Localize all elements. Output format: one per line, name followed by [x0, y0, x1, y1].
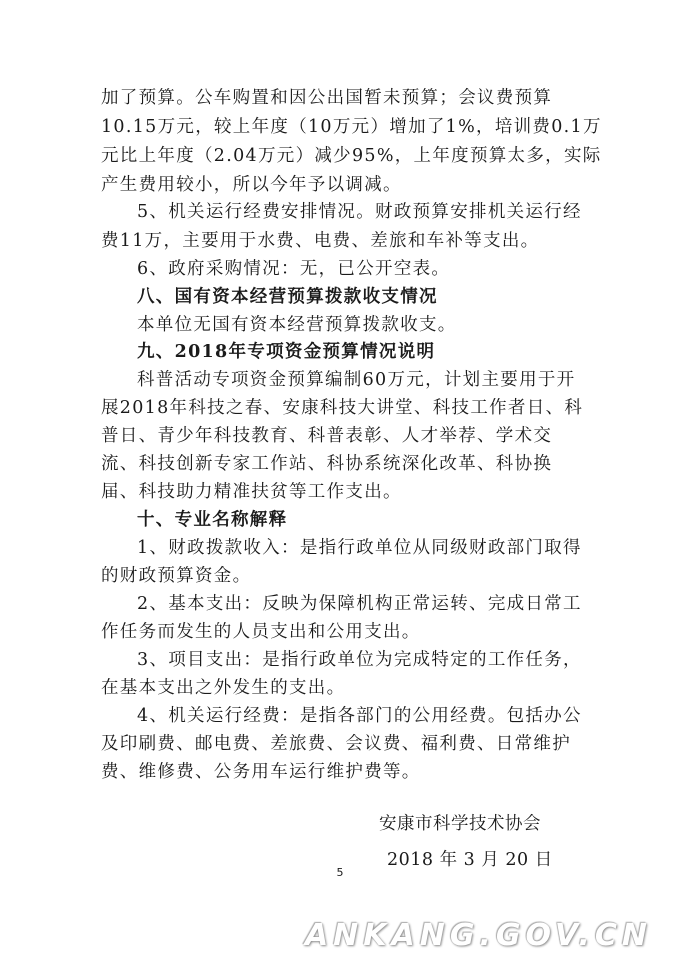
body-line: 产生费用较小，所以今年予以调减。 — [101, 175, 402, 195]
signature-organization: 安康市科学技术协会 — [379, 814, 541, 834]
body-line: 普日、青少年科技教育、科普表彰、人才举荐、学术交 — [101, 426, 553, 446]
section-heading: 八、国有资本经营预算拨款收支情况 — [137, 287, 438, 307]
body-line: 本单位无国有资本经营预算拨款收支。 — [137, 315, 457, 335]
body-line: 科普活动专项资金预算编制60万元，计划主要用于开 — [137, 370, 576, 390]
body-line: 6、政府采购情况：无，已公开空表。 — [137, 259, 451, 279]
body-line: 3、项目支出：是指行政单位为完成特定的工作任务， — [137, 650, 582, 670]
site-watermark: ANKANG.GOV.CN — [304, 918, 652, 953]
body-line: 2、基本支出：反映为保障机构正常运转、完成日常工 — [137, 594, 582, 614]
body-line: 的财政预算资金。 — [101, 566, 252, 586]
body-line: 10.15万元，较上年度（10万元）增加了1%，培训费0.1万 — [101, 117, 602, 137]
body-line: 在基本支出之外发生的支出。 — [101, 678, 346, 698]
section-heading: 十、专业名称解释 — [137, 510, 288, 530]
body-line: 流、科技创新专家工作站、科协系统深化改革、科协换 — [101, 454, 553, 474]
body-line: 作任务而发生的人员支出和公用支出。 — [101, 622, 421, 642]
body-line: 1、财政拨款收入：是指行政单位从同级财政部门取得 — [137, 538, 582, 558]
body-line: 展2018年科技之春、安康科技大讲堂、科技工作者日、科 — [101, 398, 584, 418]
body-line: 5、机关运行经费安排情况。财政预算安排机关运行经 — [137, 202, 582, 222]
signature-date: 2018 年 3 月 20 日 — [387, 850, 553, 870]
body-line: 加了预算。公车购置和因公出国暂未预算；会议费预算 — [101, 88, 553, 108]
page-number: 5 — [336, 866, 344, 879]
body-line: 费、维修费、公务用车运行维护费等。 — [101, 762, 421, 782]
body-line: 费11万，主要用于水费、电费、差旅和车补等支出。 — [101, 231, 540, 251]
body-line: 元比上年度（2.04万元）减少95%，上年度预算太多，实际 — [101, 146, 602, 166]
body-line: 届、科技助力精准扶贫等工作支出。 — [101, 482, 402, 502]
body-line: 4、机关运行经费：是指各部门的公用经费。包括办公 — [137, 706, 582, 726]
section-heading: 九、2018年专项资金预算情况说明 — [137, 342, 436, 362]
body-line: 及印刷费、邮电费、差旅费、会议费、福利费、日常维护 — [101, 734, 571, 754]
